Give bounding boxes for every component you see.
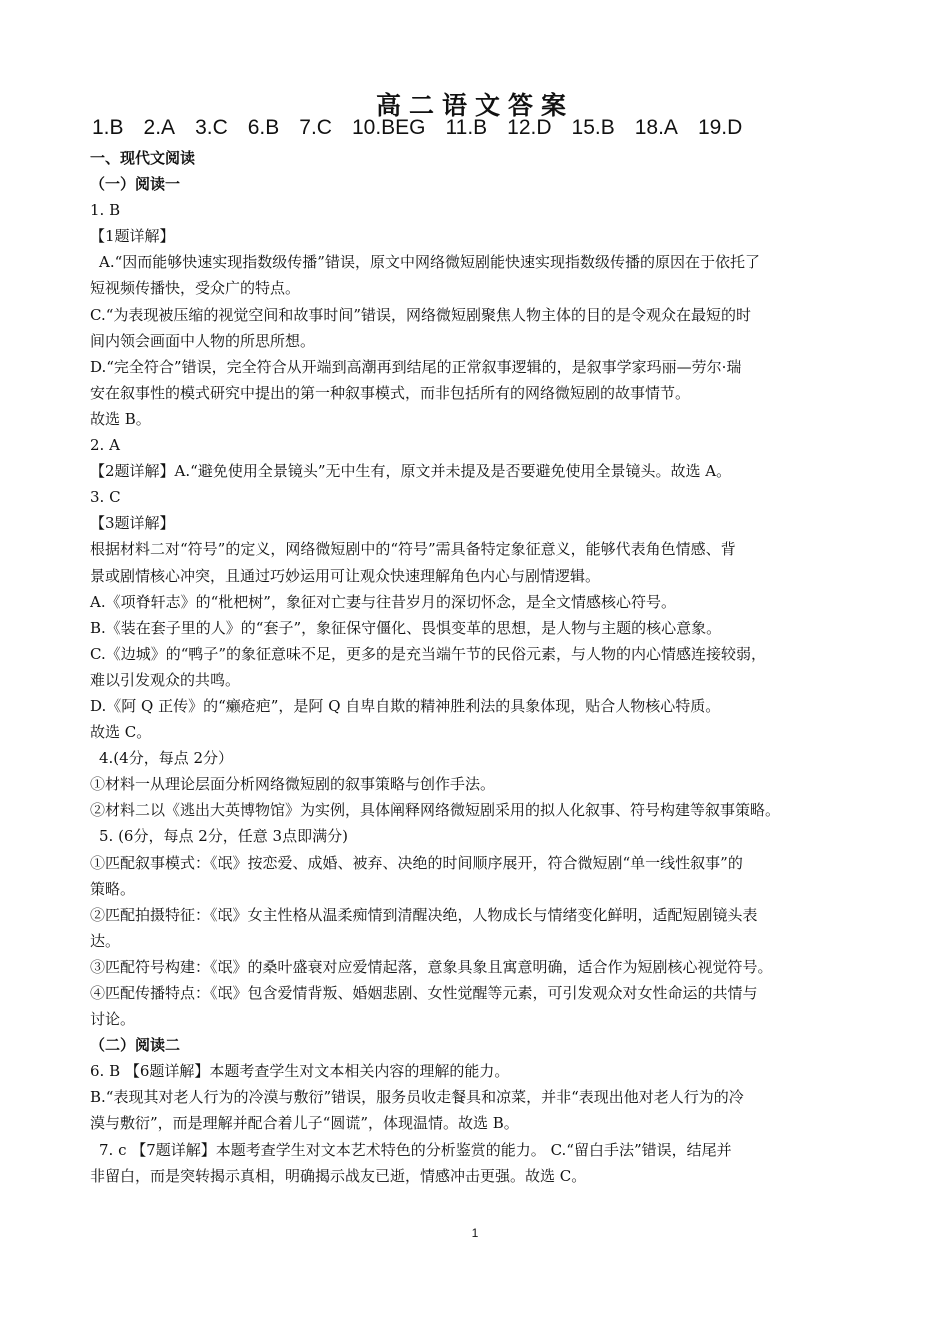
text-line: ①匹配叙事模式：《氓》按恋爱、成婚、被弃、决绝的时间顺序展开，符合微短剧“单一线性叙事”的 bbox=[90, 853, 743, 872]
text-line: B.《装在套子里的人》的“套子”，象征保守僵化、畏惧变革的思想，是人物与主题的核心意象。 bbox=[90, 618, 722, 637]
answer-key-item: 19.D bbox=[697, 116, 743, 139]
text-line: 7. c 【7题详解】本题考查学生对文本艺术特色的分析鉴赏的能力。 C.“留白手法”错误，结尾并 bbox=[99, 1140, 732, 1159]
text-line: 1. B bbox=[90, 201, 121, 220]
text-line: ④匹配传播特点：《氓》包含爱情背叛、婚姻悲剧、女性觉醒等元素，可引发观众对女性命运的共情与 bbox=[90, 984, 758, 1002]
text-line: 【3题详解】 bbox=[90, 514, 175, 533]
text-line: C.《边城》的“鸭子”的象征意味不足，更多的是充当端午节的民俗元素，与人物的内心情感连接较弱， bbox=[90, 644, 767, 663]
section-heading: （二）阅读二 bbox=[90, 1036, 181, 1055]
text-line: 难以引发观众的共鸣。 bbox=[90, 670, 241, 689]
text-line: D.《阿 Q 正传》的“癞疮疤”，是阿 Q 自卑自欺的精神胜利法的具象体现，贴合人物核心特质。 bbox=[90, 696, 721, 715]
text-line: 根据材料二对“符号”的定义，网络微短剧中的“符号”需具备特定象征意义，能够代表角色情感、背 bbox=[90, 540, 736, 559]
text-line: C.“为表现被压缩的视觉空间和故事时间”错误，网络微短剧聚焦人物主体的目的是令观众在最短的时 bbox=[90, 305, 752, 324]
text-line: ②匹配拍摄特征：《氓》女主性格从温柔痴情到清醒决绝，人物成长与情绪变化鲜明，适配短剧镜头表 bbox=[90, 905, 758, 924]
answer-content bbox=[90, 145, 862, 1189]
section-heading: （一）阅读一 bbox=[90, 175, 181, 194]
text-line: 漠与敷衍”，而是理解并配合着儿子“圆谎”，体现温情。故选 B。 bbox=[90, 1114, 519, 1133]
text-line: 策略。 bbox=[90, 879, 136, 898]
section-heading: 一、现代文阅读 bbox=[90, 149, 196, 167]
page-number: 1 bbox=[471, 1226, 479, 1240]
text-line: D.“完全符合”错误，完全符合从开端到高潮再到结尾的正常叙事逻辑的，是叙事学家玛丽—劳尔·瑞 bbox=[90, 357, 742, 376]
answer-key-item: 15.B bbox=[571, 116, 615, 139]
answer-key-item: 3.C bbox=[195, 116, 228, 139]
answer-key-line bbox=[92, 116, 892, 140]
text-line: A.《项脊轩志》的“枇杷树”，象征对亡妻与往昔岁月的深切怀念，是全文情感核心符号。 bbox=[90, 592, 676, 611]
text-line: A.“因而能够快速实现指数级传播”错误，原文中网络微短剧能快速实现指数级传播的原因在于依托了 bbox=[99, 253, 760, 272]
text-line: 5. (6分，每点 2分，任意 3点即满分) bbox=[99, 827, 348, 846]
text-line: 短视频传播快，受众广的特点。 bbox=[90, 279, 301, 298]
text-line: 4.(4分，每点 2分） bbox=[99, 749, 234, 768]
text-line: ②材料二以《逃出大英博物馆》为实例，具体阐释网络微短剧采用的拟人化叙事、符号构建等叙事策略。 bbox=[90, 801, 781, 820]
text-line: 2. A bbox=[90, 436, 120, 455]
text-line: B.“表现其对老人行为的冷漠与敷衍”错误，服务员收走餐具和凉菜，并非“表现出他对老人行为的冷 bbox=[90, 1088, 744, 1107]
answer-key-item: 11.B bbox=[445, 116, 488, 139]
text-line: 故选 C。 bbox=[90, 723, 152, 742]
text-line: ①材料一从理论层面分析网络微短剧的叙事策略与创作手法。 bbox=[90, 775, 496, 794]
answer-key-item: 2.A bbox=[143, 116, 176, 139]
answer-key-item: 12.D bbox=[507, 116, 552, 139]
text-line: 3. C bbox=[90, 488, 121, 507]
text-line: 6. B 【6题详解】本题考查学生对文本相关内容的理解的能力。 bbox=[90, 1062, 510, 1081]
answer-key-item: 18.A bbox=[634, 116, 678, 139]
text-line: 达。 bbox=[90, 931, 121, 950]
text-line: 【2题详解】A.“避免使用全景镜头”无中生有，原文并未提及是否要避免使用全景镜头。故选 A。 bbox=[90, 462, 732, 481]
text-line: 故选 B。 bbox=[90, 409, 151, 428]
answer-key-item: 1.B bbox=[92, 116, 124, 139]
text-line: 讨论。 bbox=[90, 1010, 136, 1029]
answer-key-item: 7.C bbox=[299, 116, 332, 139]
text-line: 非留白，而是突转揭示真相，明确揭示战友已逝，情感冲击更强。故选 C。 bbox=[90, 1166, 587, 1185]
answer-key-item: 6.B bbox=[247, 116, 280, 139]
text-line: 【1题详解】 bbox=[90, 227, 175, 246]
text-line: ③匹配符号构建：《氓》的桑叶盛衰对应爱情起落，意象具象且寓意明确，适合作为短剧核心视觉符号。 bbox=[90, 957, 773, 976]
answer-key-item: 10.BEG bbox=[351, 116, 426, 139]
text-line: 安在叙事性的模式研究中提出的第一种叙事模式，而非包括所有的网络微短剧的故事情节。 bbox=[90, 383, 691, 402]
page-title: 高二语文答案 bbox=[375, 91, 574, 120]
text-line: 景或剧情核心冲突，且通过巧妙运用可让观众快速理解角色内心与剧情逻辑。 bbox=[90, 566, 601, 585]
text-line: 间内领会画面中人物的所思所想。 bbox=[90, 331, 316, 350]
